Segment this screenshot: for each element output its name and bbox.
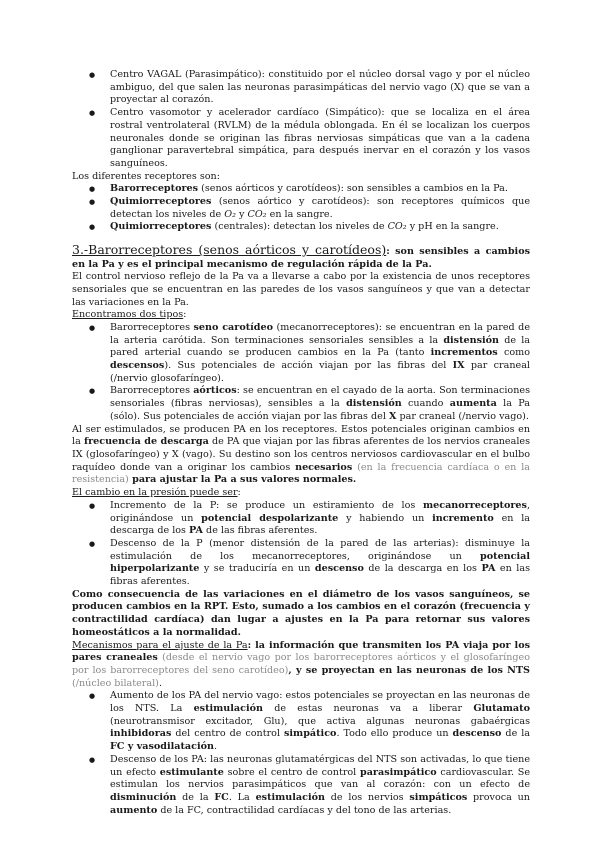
types-list <box>72 322 530 424</box>
section-heading: 3.-Barorreceptores (senos aórticos y carotídeos): son sensibles a cambios en la Pa y es el principal mecanismo de regulación rápida de la Pa. <box>72 242 530 271</box>
receptors-intro: Los diferentes receptores son: <box>72 170 220 182</box>
mechanisms-paragraph: Mecanismos para el ajuste de la Pa: la información que transmiten los PA viaja por los pares craneales (desde el nervio vago por los barorreceptores aórticos y el glosofaríngeo por los barorreceptores del seno carotídeo), y se proyectan en las neuronas de los NTS (/núcleo bilateral). <box>72 639 530 689</box>
centers-list <box>72 69 530 171</box>
section-title: 3.-Barorreceptores (senos aórticos y carotídeos) <box>72 242 387 258</box>
document-body <box>72 69 530 817</box>
paragraph: El control nervioso reflejo de la Pa va a llevarse a cabo por la existencia de unos receptores sensoriales que se encuentran en las paredes de los vasos sanguíneos y que van a detectar las variaciones en la Pa. <box>72 271 530 308</box>
receptors-list <box>72 183 530 234</box>
list-item: ● Barorreceptores (senos aórticos y carotídeos): son sensibles a cambios en la Pa. <box>72 183 530 196</box>
co2-formula: CO₂ <box>387 221 407 233</box>
list-item: ● Centro vasomotor y acelerador cardíaco (Simpático): que se localiza en el área rostral ventrolateral (RVLM) de la médula oblongada. En él se localizan los cuerpos neuronales donde se originan las fibras nerviosas simpáticas que van a la cadena ganglionar paravertebral simpática, para después inervar en el corazón y los vasos sanguíneos. <box>72 107 530 171</box>
list-item: ● Descenso de los PA: las neuronas glutamatérgicas del NTS son activadas, lo que tiene un efecto estimulante sobre el centro de control parasimpático cardiovascular. Se estimulan los nervios parasimpáticos que van al corazón: con un efecto de disminución de la FC. La estimulación de los nervios simpáticos provoca un aumento de la FC, contractilidad cardíacas y del tono de las arterias. <box>72 754 530 818</box>
list-item: ● Barorreceptores aórticos: se encuentran en el cayado de la aorta. Son terminaciones sensoriales (fibras nerviosas), sensibles a la distensión cuando aumenta la Pa (sólo). Sus potenciales de acción viajan por las fibras del X par craneal (/nervio vago). <box>72 385 530 423</box>
paragraph: Al ser estimulados, se producen PA en los receptores. Estos potenciales originan cambios en la frecuencia de descarga de PA que viajan por las fibras aferentes de los nervios craneales IX (glosofaríngeo) y X (vago). Su destino son los centros nerviosos cardiovascular en el bulbo raquídeo donde van a originar los cambios necesarios (en la frecuencia cardíaca o en la resistencia) para ajustar la Pa a sus valores normales. <box>72 423 531 486</box>
list-item: ● Quimiorreceptores (senos aórtico y carotídeos): son receptores químicos que detectan los niveles de O₂ y CO₂ en la sangre. <box>72 196 530 221</box>
list-item: ● Incremento de la P: se produce un estiramiento de los mecanorreceptores, originándose un potencial despolarizante y habiendo un incremento en la descarga de los PA de las fibras aferentes. <box>72 500 530 538</box>
list-item: ● Quimiorreceptores (centrales): detectan los niveles de CO₂ y pH en la sangre. <box>72 221 530 234</box>
list-item: ● Descenso de la P (menor distensión de la pared de las arterias): disminuye la estimulación de los mecanorreceptores, originándose un potencial hiperpolarizante y se traduciría en un descenso de la descarga en los PA en las fibras aferentes. <box>72 538 530 589</box>
list-item: ● Centro VAGAL (Parasimpático): constituido por el núcleo dorsal vago y por el núcleo ambiguo, del que salen las neuronas parasimpáticas del nervio vago (X) que se van a proyectar al corazón. <box>72 69 530 107</box>
types-label: Encontramos dos tipos: <box>72 309 187 321</box>
co2-formula: CO₂ <box>247 208 267 220</box>
o2-formula: O₂ <box>224 208 236 220</box>
list-item: ● Barorreceptores seno carotídeo (mecanorreceptores): se encuentran en la pared de la arteria carótida. Son terminaciones sensoriales sensibles a la distensión de la pared arterial cuando se producen cambios en la Pa (tanto incrementos como descensos). Sus potenciales de acción viajan por las fibras del IX par craneal (/nervio glosofaríngeo). <box>72 322 530 386</box>
list-item: ● Aumento de los PA del nervio vago: estos potenciales se proyectan en las neuronas de los NTS. La estimulación de estas neuronas va a liberar Glutamato (neurotransmisor excitador, Glu), que activa algunas neuronas gabaérgicas inhibidoras del centro de control simpático. Todo ello produce un descenso de la FC y vasodilatación. <box>72 690 530 754</box>
paragraph: Como consecuencia de las variaciones en el diámetro de los vasos sanguíneos, se producen cambios en la RPT. Esto, sumado a los cambios en el corazón (frecuencia y contractilidad cardíaca) dan lugar a ajustes en la Pa para retornar sus valores homeostáticos a la normalidad. <box>72 588 530 638</box>
changes-list <box>72 500 530 589</box>
change-label: El cambio en la presión puede ser: <box>72 487 241 499</box>
mechanisms-list <box>72 690 530 817</box>
